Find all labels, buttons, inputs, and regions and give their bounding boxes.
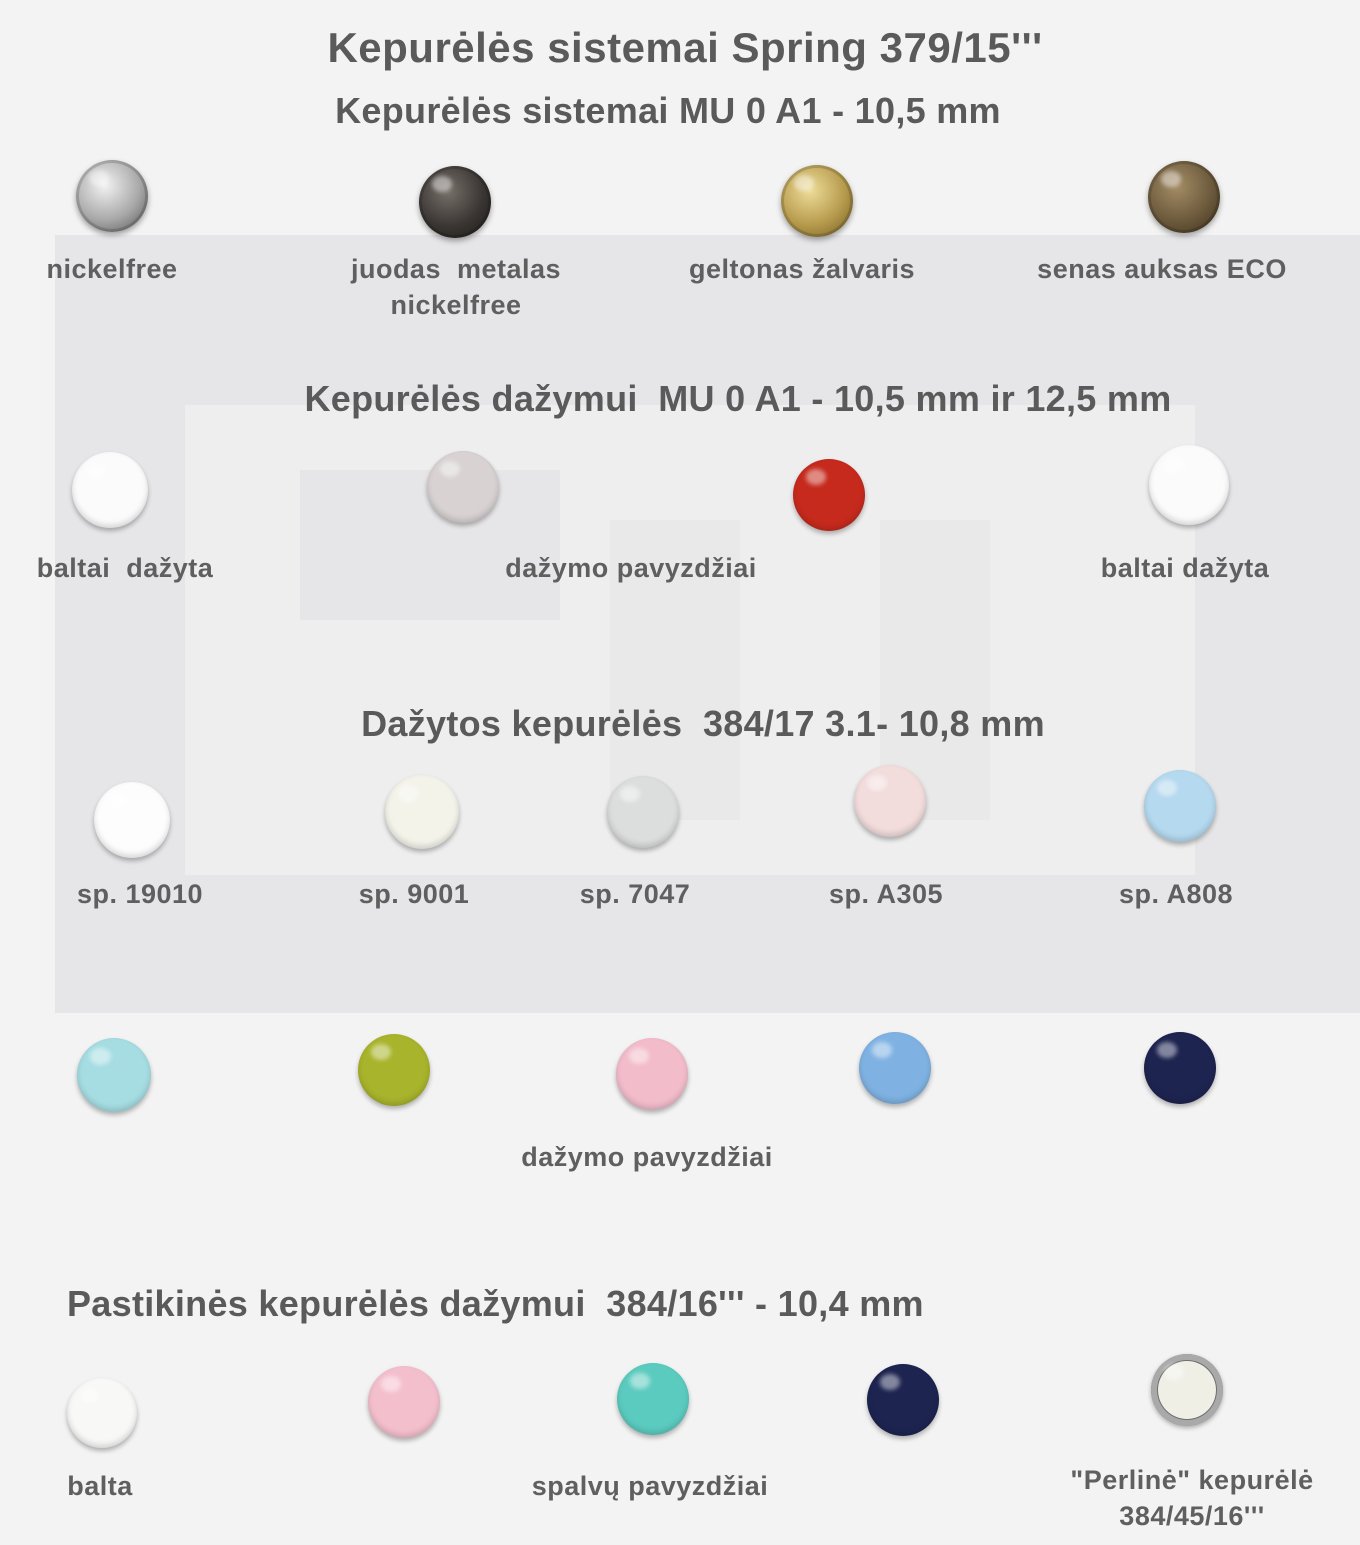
section-paint-title: Kepurėlės dažymui MU 0 A1 - 10,5 mm ir 12,5 mm	[304, 378, 1172, 419]
cap-nickelfree	[76, 160, 148, 232]
cap-sample-pink	[616, 1038, 688, 1110]
cap-pearl	[1151, 1354, 1223, 1426]
page-subtitle: Kepurėlės sistemai MU 0 A1 - 10,5 mm	[335, 90, 1001, 131]
paint-label-right: baltai dažyta	[1100, 553, 1270, 583]
paint-label-middle: dažymo pavyzdžiai	[505, 553, 757, 583]
cap-sp-a808	[1144, 770, 1216, 842]
cap-black-metal	[419, 166, 491, 238]
cap-plastic-turquoise	[617, 1363, 689, 1435]
painted-samples-label: dažymo pavyzdžiai	[521, 1142, 773, 1172]
metal-label-2: juodas metalas nickelfree	[350, 254, 562, 320]
cap-old-gold	[1148, 161, 1220, 233]
painted-label-2: sp. 9001	[358, 879, 470, 909]
section-painted-title: Dažytos kepurėlės 384/17 3.1- 10,8 mm	[361, 703, 1045, 744]
cap-sample-light-blue	[77, 1038, 151, 1112]
cap-yellow-brass	[781, 165, 853, 237]
cap-sp-9001	[385, 775, 459, 849]
section-plastic-title: Pastikinės kepurėlės dažymui 384/16''' - 10,4 mm	[67, 1283, 924, 1324]
cap-sp-19010	[94, 782, 170, 858]
painted-label-3: sp. 7047	[579, 879, 691, 909]
paint-label-left: baltai dažyta	[36, 553, 214, 583]
plastic-label-left: balta	[67, 1471, 133, 1501]
cap-paint-sample-red	[793, 459, 865, 531]
cap-plastic-white	[67, 1378, 137, 1448]
metal-label-1: nickelfree	[46, 254, 178, 284]
plastic-label-middle: spalvų pavyzdžiai	[531, 1471, 769, 1501]
cap-sample-sky-blue	[859, 1032, 931, 1104]
cap-sp-a305	[854, 765, 926, 837]
plastic-label-right: "Perlinė" kepurėlė 384/45/16'''	[1070, 1465, 1314, 1531]
page-title: Kepurėlės sistemai Spring 379/15'''	[327, 24, 1043, 71]
painted-label-4: sp. A305	[828, 879, 944, 909]
cap-white-painted-1	[72, 452, 148, 528]
metal-label-3: geltonas žalvaris	[688, 254, 916, 284]
cap-sample-navy	[1144, 1032, 1216, 1104]
cap-white-painted-2	[1149, 445, 1229, 525]
cap-plastic-pink	[368, 1366, 440, 1438]
metal-label-4: senas auksas ECO	[1037, 254, 1287, 284]
painted-label-5: sp. A808	[1118, 879, 1234, 909]
cap-plastic-navy	[867, 1364, 939, 1436]
cap-sp-7047	[607, 776, 679, 848]
painted-label-1: sp. 19010	[76, 879, 204, 909]
cap-sample-olive	[358, 1034, 430, 1106]
cap-paint-sample-grey	[427, 451, 499, 523]
